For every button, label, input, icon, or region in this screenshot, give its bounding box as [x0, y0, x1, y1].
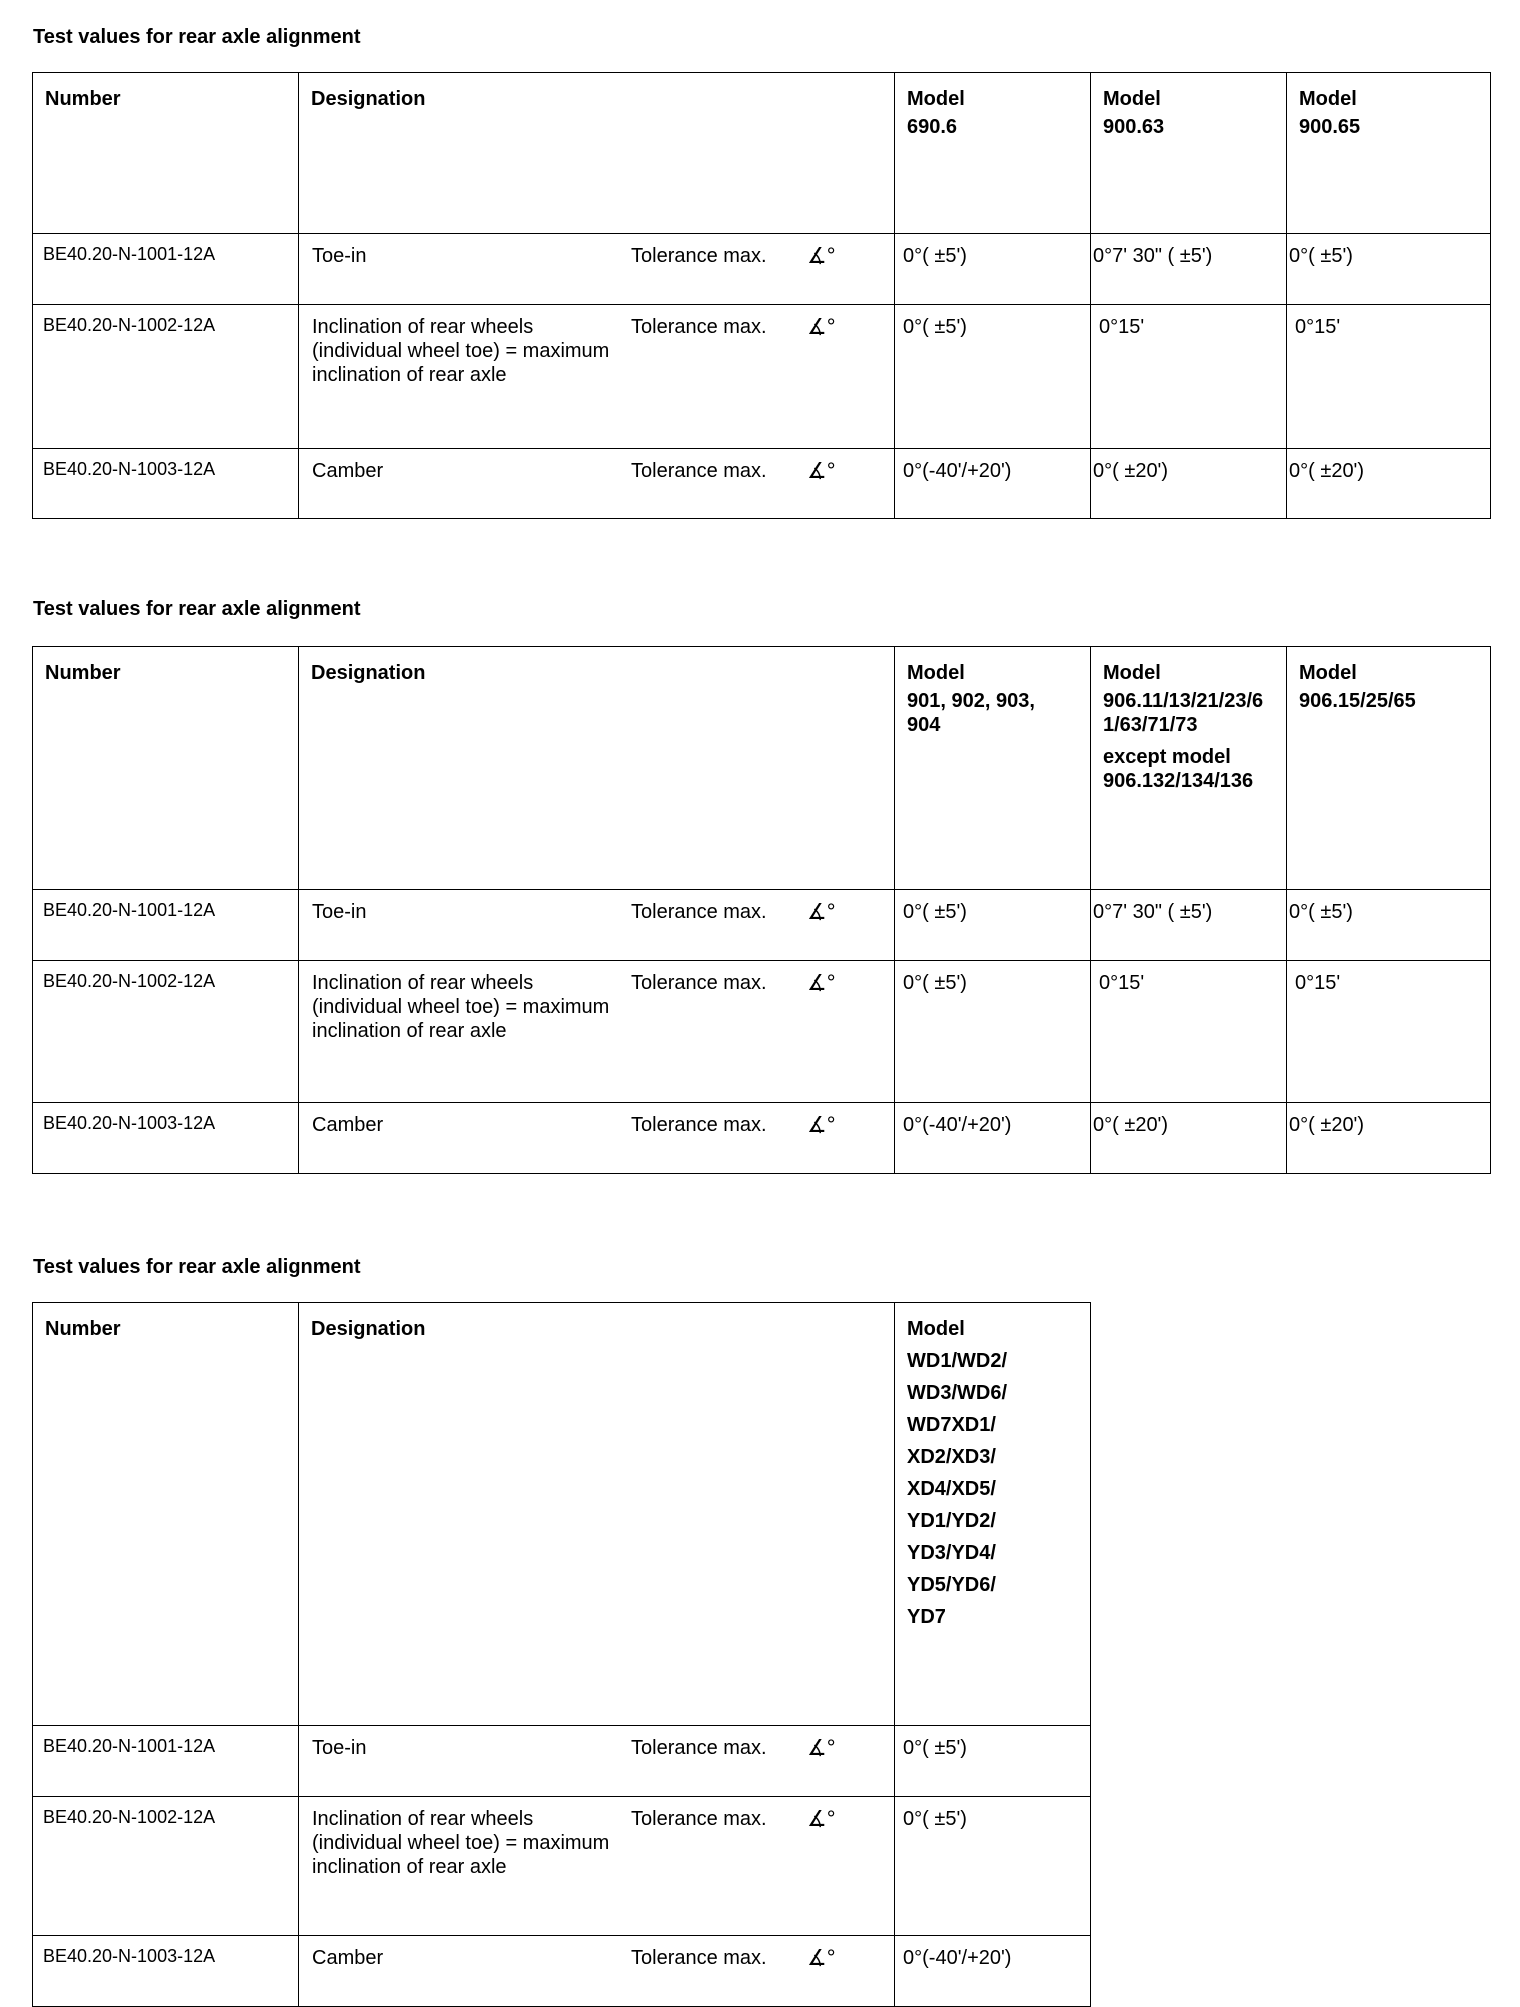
value-cell: 0°( ±20'): [1091, 449, 1287, 519]
angle-icon: ∡°: [807, 899, 836, 924]
designation-text: Inclination of rear wheels (individual wheel toe) = maximum inclination of rear axle: [312, 972, 610, 1042]
designation-text: Toe-in: [312, 1737, 367, 1759]
test-number: BE40.20-N-1003-12A: [33, 1103, 299, 1174]
designation-cell: [299, 890, 895, 961]
test-number: BE40.20-N-1003-12A: [33, 1936, 299, 2007]
table-row: [33, 1103, 1491, 1174]
model-label: Model: [907, 88, 965, 110]
table-row: [33, 890, 1491, 961]
model-label: Model: [907, 662, 965, 684]
tolerance-label: Tolerance max.: [631, 1737, 767, 1759]
designation-cell: [299, 1797, 895, 1936]
header-row: [33, 1303, 1091, 1726]
designation-text: Toe-in: [312, 901, 367, 923]
value-cell: 0°(-40'/+20'): [895, 1936, 1091, 2007]
model-code: 906.11/13/21/23/6: [1103, 690, 1264, 712]
section-title: Test values for rear axle alignment: [33, 598, 361, 620]
model-code: WD1/WD2/: [907, 1350, 1007, 1372]
angle-icon: ∡°: [807, 1112, 836, 1137]
value-cell: 0°(-40'/+20'): [895, 449, 1091, 519]
test-number: BE40.20-N-1001-12A: [33, 890, 299, 961]
value-cell: 0°( ±5'): [1287, 890, 1491, 961]
value-cell: 0°( ±5'): [895, 305, 1091, 449]
test-number: BE40.20-N-1002-12A: [33, 1797, 299, 1936]
model-exception: 906.132/134/136: [1103, 770, 1254, 792]
model-code: WD7XD1/: [907, 1414, 996, 1436]
value-cell: 0°7' 30" ( ±5'): [1091, 234, 1287, 305]
designation-cell: [299, 234, 895, 305]
table-row: [33, 234, 1491, 305]
designation-text: Toe-in: [312, 245, 367, 267]
model-code: 1/63/71/73: [1103, 714, 1198, 736]
alignment-table-3: [32, 1302, 1091, 2007]
model-header: [1287, 73, 1491, 234]
model-header: [1091, 73, 1287, 234]
model-code: YD1/YD2/: [907, 1510, 996, 1532]
model-header: [895, 73, 1091, 234]
alignment-table-2: [32, 646, 1491, 1174]
test-number: BE40.20-N-1002-12A: [33, 961, 299, 1103]
model-header: [895, 1303, 1091, 1726]
model-code: 900.63: [1103, 116, 1165, 138]
value-cell: 0°15': [1287, 961, 1491, 1103]
table-row: [33, 449, 1491, 519]
angle-icon: ∡°: [807, 1735, 836, 1760]
model-code: 900.65: [1299, 116, 1361, 138]
tolerance-label: Tolerance max.: [631, 245, 767, 267]
model-label: Model: [907, 1318, 965, 1340]
designation-cell: [299, 1936, 895, 2007]
test-number: BE40.20-N-1003-12A: [33, 449, 299, 519]
model-code: XD2/XD3/: [907, 1446, 996, 1468]
section-title: Test values for rear axle alignment: [33, 26, 361, 48]
model-label: Model: [1103, 88, 1161, 110]
model-code: WD3/WD6/: [907, 1382, 1007, 1404]
test-number: BE40.20-N-1002-12A: [33, 305, 299, 449]
model-code: YD7: [907, 1606, 946, 1628]
angle-icon: ∡°: [807, 1806, 836, 1831]
designation-header: Designation: [299, 1303, 895, 1726]
value-cell: 0°( ±5'): [895, 234, 1091, 305]
value-cell: 0°15': [1287, 305, 1491, 449]
tolerance-label: Tolerance max.: [631, 1808, 767, 1830]
value-cell: 0°( ±20'): [1287, 1103, 1491, 1174]
designation-text: Camber: [312, 1947, 384, 1969]
model-header: [1287, 647, 1491, 890]
table-row: [33, 305, 1491, 449]
tolerance-label: Tolerance max.: [631, 1114, 767, 1136]
value-cell: 0°( ±5'): [895, 890, 1091, 961]
test-number: BE40.20-N-1001-12A: [33, 1726, 299, 1797]
value-cell: 0°( ±5'): [895, 1726, 1091, 1797]
designation-header: Designation: [299, 73, 895, 234]
angle-icon: ∡°: [807, 314, 836, 339]
angle-icon: ∡°: [807, 458, 836, 483]
value-cell: 0°(-40'/+20'): [895, 1103, 1091, 1174]
table-row: [33, 1936, 1091, 2007]
model-label: Model: [1299, 88, 1357, 110]
tolerance-label: Tolerance max.: [631, 972, 767, 994]
designation-cell: [299, 1726, 895, 1797]
model-code: YD5/YD6/: [907, 1574, 996, 1596]
designation-cell: [299, 449, 895, 519]
model-code: YD3/YD4/: [907, 1542, 996, 1564]
designation-text: Inclination of rear wheels (individual wheel toe) = maximum inclination of rear axle: [312, 316, 610, 386]
designation-cell: [299, 961, 895, 1103]
model-code: XD4/XD5/: [907, 1478, 996, 1500]
header-row: [33, 647, 1491, 890]
model-code: 901, 902, 903,: [907, 690, 1035, 712]
model-code: 690.6: [907, 116, 958, 138]
value-cell: 0°( ±5'): [895, 1797, 1091, 1936]
tolerance-label: Tolerance max.: [631, 316, 767, 338]
number-header: Number: [33, 1303, 299, 1726]
table-row: [33, 1797, 1091, 1936]
designation-cell: [299, 305, 895, 449]
value-cell: 0°( ±20'): [1091, 1103, 1287, 1174]
value-cell: 0°( ±5'): [895, 961, 1091, 1103]
model-header: [895, 647, 1091, 890]
designation-text: Camber: [312, 1114, 384, 1136]
angle-icon: ∡°: [807, 243, 836, 268]
table-row: [33, 961, 1491, 1103]
tolerance-label: Tolerance max.: [631, 1947, 767, 1969]
value-cell: 0°( ±20'): [1287, 449, 1491, 519]
designation-header: Designation: [299, 647, 895, 890]
tolerance-label: Tolerance max.: [631, 460, 767, 482]
model-header: [1091, 647, 1287, 890]
designation-cell: [299, 1103, 895, 1174]
designation-text: Camber: [312, 460, 384, 482]
model-code: 906.15/25/65: [1299, 690, 1416, 712]
number-header: Number: [33, 73, 299, 234]
tolerance-label: Tolerance max.: [631, 901, 767, 923]
number-header: Number: [33, 647, 299, 890]
value-cell: 0°15': [1091, 305, 1287, 449]
section-title: Test values for rear axle alignment: [33, 1256, 361, 1278]
model-label: Model: [1103, 662, 1161, 684]
value-cell: 0°7' 30" ( ±5'): [1091, 890, 1287, 961]
alignment-table-1: [32, 72, 1491, 519]
angle-icon: ∡°: [807, 970, 836, 995]
model-exception: except model: [1103, 746, 1231, 768]
angle-icon: ∡°: [807, 1945, 836, 1970]
header-row: [33, 73, 1491, 234]
test-number: BE40.20-N-1001-12A: [33, 234, 299, 305]
value-cell: 0°( ±5'): [1287, 234, 1491, 305]
designation-text: Inclination of rear wheels (individual wheel toe) = maximum inclination of rear axle: [312, 1808, 610, 1878]
model-code: 904: [907, 714, 941, 736]
value-cell: 0°15': [1091, 961, 1287, 1103]
table-row: [33, 1726, 1091, 1797]
model-label: Model: [1299, 662, 1357, 684]
